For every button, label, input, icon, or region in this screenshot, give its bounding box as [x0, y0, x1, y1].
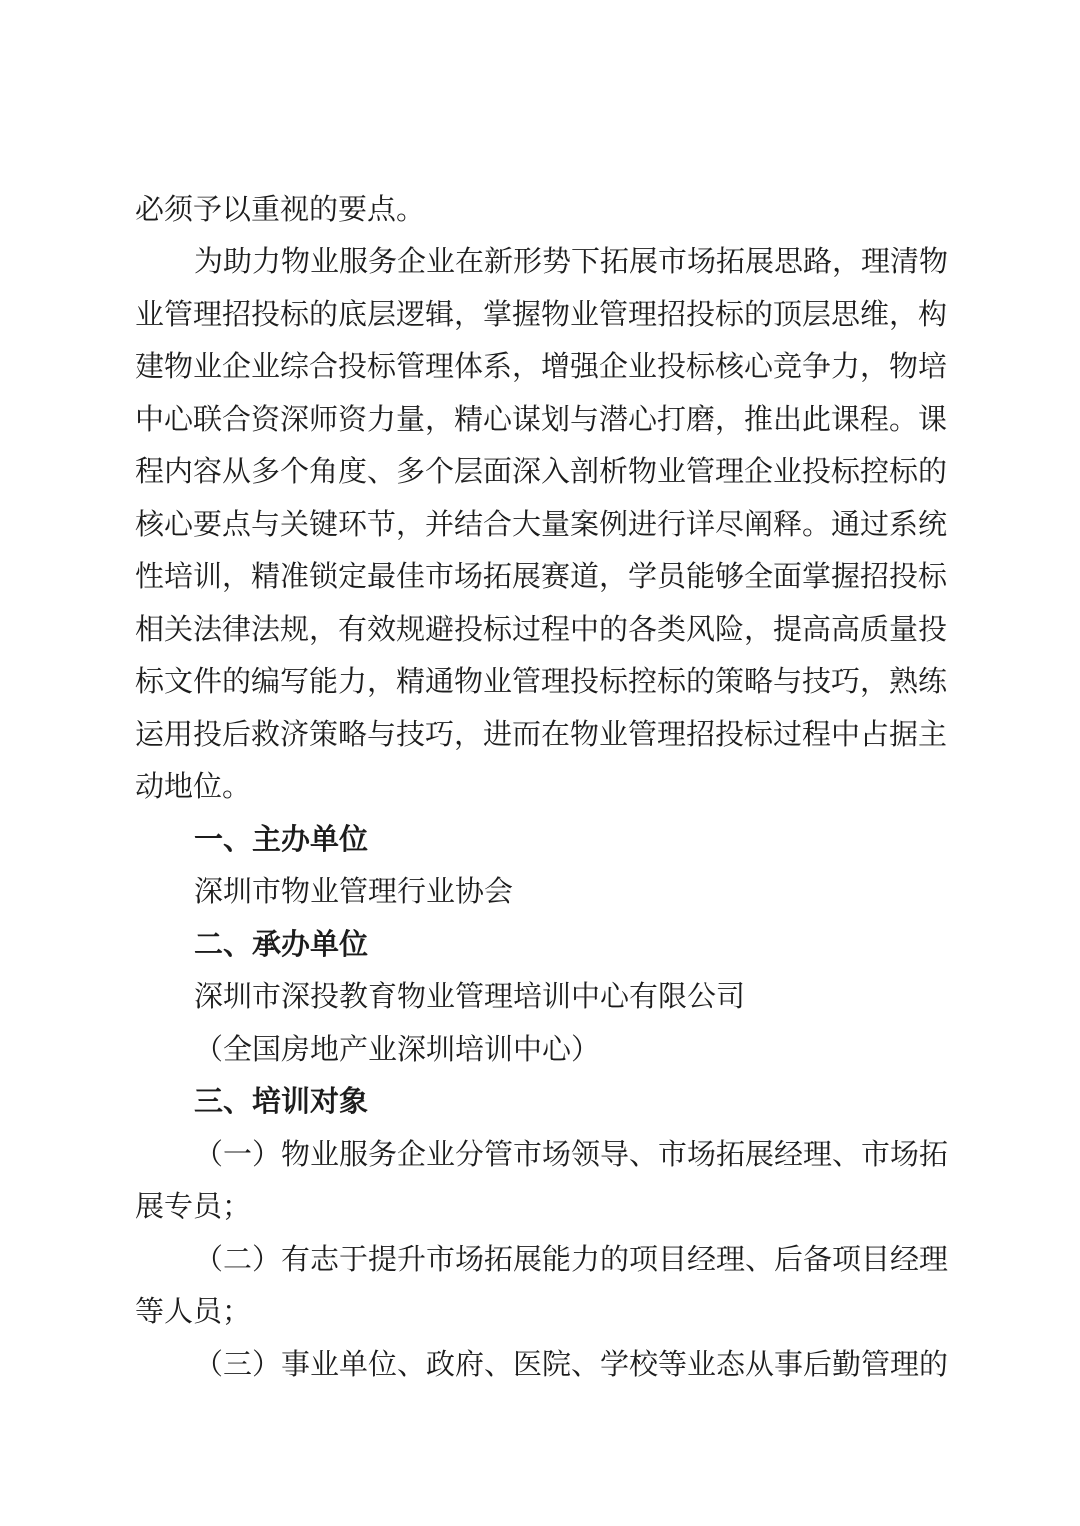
- paragraph-line: 标文件的编写能力，精通物业管理投标控标的策略与技巧，熟练: [135, 664, 948, 698]
- paragraph-line: 运用投后救济策略与技巧，进而在物业管理招投标过程中占据主: [135, 717, 948, 751]
- section-heading-host: 二、承办单位: [194, 927, 369, 961]
- section-heading-audience: 三、培训对象: [194, 1084, 369, 1118]
- audience-item-line: （三）事业单位、政府、医院、学校等业态从事后勤管理的: [194, 1347, 949, 1381]
- paragraph-line: 性培训，精准锁定最佳市场拓展赛道，学员能够全面掌握招投标: [135, 559, 948, 593]
- paragraph-line: 核心要点与关键环节，并结合大量案例进行详尽阐释。通过系统: [135, 507, 948, 541]
- paragraph-line: 为助力物业服务企业在新形势下拓展市场拓展思路，理清物: [194, 244, 949, 278]
- paragraph-line: 动地位。: [135, 769, 252, 803]
- section-heading-organizer: 一、主办单位: [194, 822, 369, 856]
- host-name: 深圳市深投教育物业管理培训中心有限公司: [194, 979, 746, 1013]
- paragraph-line: 相关法律法规，有效规避投标过程中的各类风险，提高高质量投: [135, 612, 948, 646]
- audience-item-line: （二）有志于提升市场拓展能力的项目经理、后备项目经理: [194, 1242, 949, 1276]
- audience-item-line: 等人员；: [135, 1294, 252, 1328]
- organizer-name: 深圳市物业管理行业协会: [194, 874, 514, 908]
- audience-item-line: （一）物业服务企业分管市场领导、市场拓展经理、市场拓: [194, 1137, 949, 1171]
- paragraph-line: 业管理招投标的底层逻辑，掌握物业管理招投标的顶层思维，构: [135, 297, 948, 331]
- paragraph-line: 必须予以重视的要点。: [135, 192, 426, 226]
- paragraph-line: 中心联合资深师资力量，精心谋划与潜心打磨，推出此课程。课: [135, 402, 948, 436]
- audience-item-line: 展专员；: [135, 1189, 252, 1223]
- host-note: （全国房地产业深圳培训中心）: [194, 1032, 601, 1066]
- paragraph-line: 建物业企业综合投标管理体系，增强企业投标核心竞争力，物培: [135, 349, 948, 383]
- paragraph-line: 程内容从多个角度、多个层面深入剖析物业管理企业投标控标的: [135, 454, 948, 488]
